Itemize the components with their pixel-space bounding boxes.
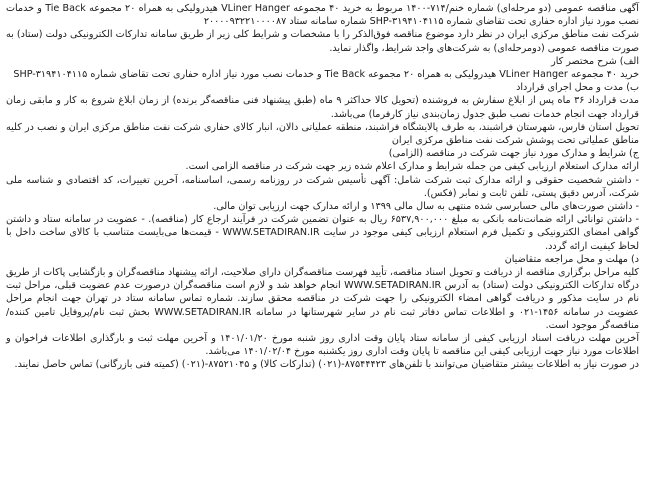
- notice-title-paragraph: آگهی مناقصه عمومی (دو مرحله‌ای) شماره خنم/۷۱۴-۱۴۰۰ مربوط به خرید ۴۰ مجموعه VLiner Hanger هیدرولیکی به همراه ۲۰ مجموعه Tie Back و خدمات نصب مورد نیاز اداره حفاری تحت تقاضای شماره SHP-۳۱۹۴۱۰۴۱۱۵ شماره سامانه ستاد ۲۰۰۰۰۹۳۲۲۱۰۰۰۰۸۷: [6, 3, 639, 28]
- requirement-financial-statements: - داشتن صورت‌های مالی حسابرسی شده منتهی به سال مالی ۱۳۹۹ و ارائه مدارک جهت ارزیابی توان مالی.: [213, 201, 639, 213]
- section-b-location: تحویل استان فارس، شهرستان فراشبند، به طرف پالایشگاه فراشبند، منطقه عملیاتی دالان، انبار کالای حفاری شرکت نفت مناطق مرکزی ایران و نصب در کلیه مناطق عملیاتی تحت پوشش شرکت نفت مناطق مرکزی ایران: [6, 121, 639, 147]
- section-c-intro: ارائه مدارک استعلام ارزیابی کیفی من جمله شرایط و مدارک اعلام شده زیر جهت شرکت در مناقصه الزامی است.: [185, 161, 639, 173]
- section-d-heading: د) مهلت و محل مراجعه متقاضیان: [504, 253, 639, 265]
- section-b-duration: مدت قرارداد ۳۶ ماه پس از ابلاغ سفارش به فروشنده (تحویل کالا حداکثر ۹ ماه (طبق پیشنهاد فنی مناقصه‌گر برنده) از زمان ابلاغ شروع به کار و مابقی زمان قرارداد جهت انجام خدمات نصب طبق جدول زمان‌بندی نیاز کارفرما) می‌باشد.: [6, 95, 639, 120]
- contact-paragraph: در صورت نیاز به اطلاعات بیشتر متقاضیان می‌توانند با تلفن‌های ۸۷۵۴۴۴۲۳-(۰۲۱) (تدارکات کالا) و ۸۷۵۲۱۰۴۵-(۰۲۱) (کمیته فنی بازرگانی) تماس حاصل نمایند.: [14, 359, 639, 371]
- section-d-body: کلیه مراحل برگزاری مناقصه از دریافت و تحویل اسناد مناقصه، تأیید فهرست مناقصه‌گران دارای صلاحیت، ارائه پیشنهاد مناقصه‌گران و بازگشایی پاکات از طریق درگاه تدارکات الکترونیکی دولت (ستاد) به آدرس WWW.SETADIRAN.IR انجام خواهد شد و لازم است مناقصه‌گران درصورت عدم عضویت قبلی، مراحل ثبت نام در سایت مذکور و دریافت گواهی امضاء الکترونیکی را جهت شرکت در مناقصه محقق سازند. شماره تماس سامانه ستاد در تهران جهت انجام مراحل عضویت در سامانه ۱۴۵۶-۰۲۱ و اطلاعات تماس دفاتر ثبت نام در سایر شهرستانها در سامانه WWW.SETADIRAN.IR بخش ثبت نام/پروفایل تامین کننده/مناقصه‌گر موجود است.: [6, 267, 640, 331]
- requirement-bank-guarantee: - داشتن توانائی ارائه ضمانت‌نامه بانکی به مبلغ ۶۵۳۷,۹۰۰,۰۰۰ ریال به عنوان تضمین شرکت در فرآیند ارجاع کار (مناقصه). - عضویت در سامانه ستاد و داشتن گواهی امضای الکترونیکی و تکمیل فرم استعلام ارزیابی کیفی موجود در سایت WWW.SETADIRAN.IR - قیمت‌ها می‌بایست متناسب با کالای ساخت داخل با لحاظ کیفیت ارائه گردد.: [6, 214, 639, 252]
- intro-paragraph: شرکت نفت مناطق مرکزی ایران در نظر دارد موضوع مناقصه فوق‌الذکر را با مشخصات و شرایط کلی زیر از طریق سامانه تدارکات الکترونیکی دولت (ستاد) به صورت مناقصه عمومی (دومرحله‌ای) به شرکت‌های واجد شرایط، واگذار نماید.: [6, 29, 639, 54]
- section-c-heading: ج) شرایط و مدارک مورد نیاز جهت شرکت در مناقصه (الزامی): [388, 148, 639, 160]
- deadline-paragraph: آخرین مهلت دریافت اسناد ارزیابی کیفی از سامانه ستاد پایان وقت اداری روز شنبه مورخ ۱۴۰۱/۰۱/۲۰ و آخرین مهلت ثبت و بارگذاری اطلاعات فراخوان و اطلاعات مورد نیاز جهت ارزیابی کیفی این مناقصه تا پایان وقت اداری روز یکشنبه مورخ ۱۴۰۱/۰۲/۰۴ می‌باشد.: [6, 333, 639, 358]
- requirement-legal-entity: - داشتن شخصیت حقوقی و ارائه مدارک ثبت شرکت شامل: آگهی تأسیس شرکت در روزنامه رسمی، اساسنامه، آخرین تغییرات، کد اقتصادی و شناسه ملی شرکت، آدرس دقیق پستی، تلفن ثابت و نمابر (فکس).: [6, 174, 639, 199]
- section-a-body: خرید ۴۰ مجموعه VLiner Hanger هیدرولیکی به همراه ۲۰ مجموعه Tie Back و خدمات نصب مورد نیاز اداره حفاری تحت تقاضای شماره SHP-۳۱۹۴۱۰۴۱۱۵: [13, 69, 639, 81]
- section-a-heading: الف) شرح مختصر کار: [551, 55, 639, 67]
- section-b-heading: ب) مدت و محل اجرای قرارداد: [516, 82, 639, 94]
